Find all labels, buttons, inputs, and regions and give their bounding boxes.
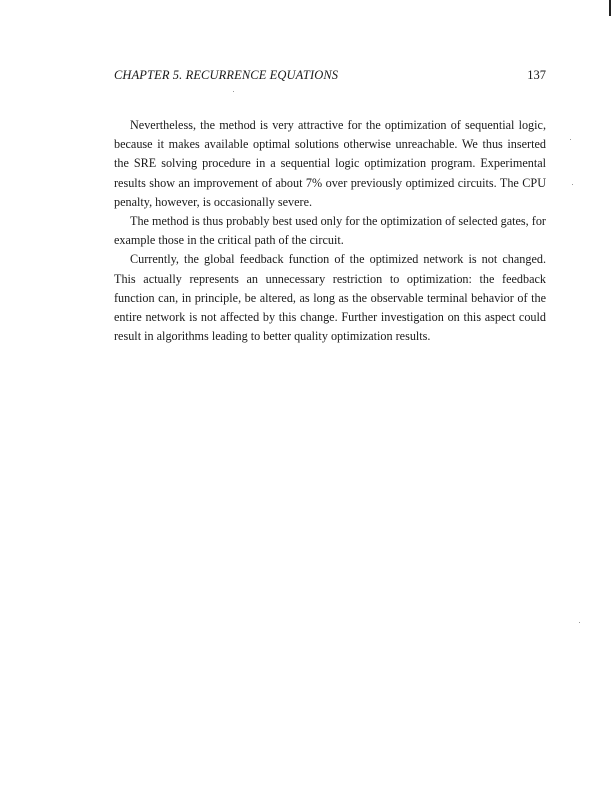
scan-speck (572, 184, 573, 185)
scan-speck (570, 139, 571, 140)
paragraph: Nevertheless, the method is very attractive for the optimization of sequential logic, because it makes available optimal solutions otherwise unreachable. We thus inserted the SRE solving procedure in a sequential logic optimization program. Experimental results show an improvement of about 7% over previously optimized circuits. The CPU penalty, however, is occasionally severe. (114, 118, 546, 209)
scan-edge-mark (609, 0, 611, 16)
paragraph: The method is thus probably best used only for the optimization of selected gates, for example those in the critical path of the circuit. (114, 214, 546, 248)
running-header (114, 68, 546, 86)
running-title: CHAPTER 5. RECURRENCE EQUATIONS (114, 68, 339, 82)
paragraph: Currently, the global feedback function of the optimized network is not changed. This actually represents an unnecessary restriction to optimization: the feedback function can, in principle, be altered, as long as the observable terminal behavior of the entire network is not affected by this change. Further investigation on this aspect could result in algorithms leading to better quality optimization results. (114, 252, 546, 344)
page-number: 137 (527, 68, 546, 82)
scan-speck (233, 91, 234, 92)
body-text (114, 116, 546, 346)
scan-speck (579, 622, 580, 623)
